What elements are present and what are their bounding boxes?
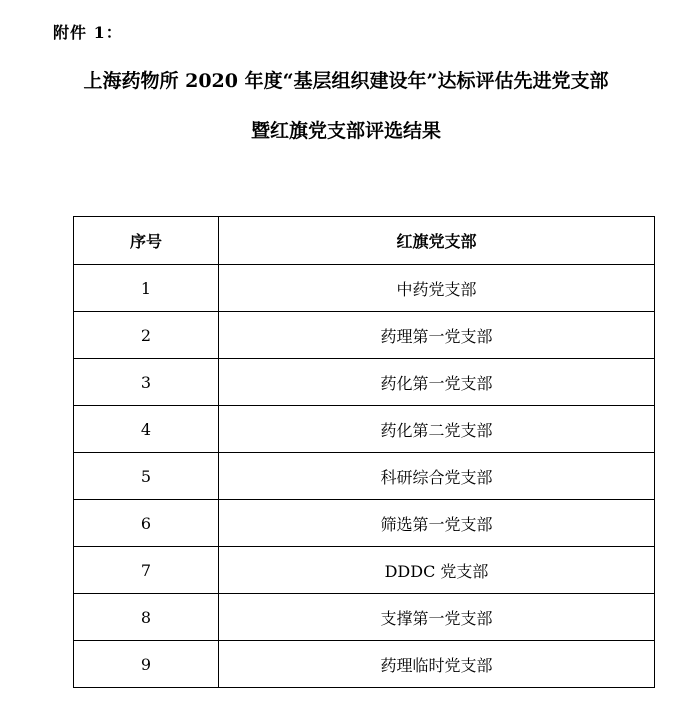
document-title-line-2: 暨红旗党支部评选结果	[250, 120, 441, 142]
table-row	[74, 453, 655, 500]
results-table	[73, 216, 655, 688]
table-row	[74, 265, 655, 312]
row-branch-name: 药化第二党支部	[219, 406, 655, 453]
table-row	[74, 547, 655, 594]
row-branch-name: 筛选第一党支部	[219, 500, 655, 547]
table-row	[74, 594, 655, 641]
row-index: 2	[74, 312, 219, 359]
row-index: 4	[74, 406, 219, 453]
row-branch-name: 药理第一党支部	[219, 312, 655, 359]
row-index: 6	[74, 500, 219, 547]
row-branch-name: 中药党支部	[219, 265, 655, 312]
table-header-row	[74, 217, 655, 265]
table-row	[74, 359, 655, 406]
table-row	[74, 406, 655, 453]
document-title-line-1: 上海药物所 2020 年度“基层组织建设年”达标评估先进党支部	[83, 70, 609, 92]
table-row	[74, 641, 655, 688]
row-branch-name: 药理临时党支部	[219, 641, 655, 688]
row-branch-name: 支撑第一党支部	[219, 594, 655, 641]
row-branch-name: 科研综合党支部	[219, 453, 655, 500]
row-branch-name: DDDC 党支部	[219, 547, 655, 594]
row-index: 5	[74, 453, 219, 500]
row-index: 9	[74, 641, 219, 688]
header-index: 序号	[74, 217, 219, 265]
header-branch-name: 红旗党支部	[219, 217, 655, 265]
row-index: 1	[74, 265, 219, 312]
row-branch-name: 药化第一党支部	[219, 359, 655, 406]
row-index: 3	[74, 359, 219, 406]
table-row	[74, 500, 655, 547]
row-index: 7	[74, 547, 219, 594]
table-row	[74, 312, 655, 359]
attachment-label: 附件 1：	[53, 23, 123, 42]
row-index: 8	[74, 594, 219, 641]
